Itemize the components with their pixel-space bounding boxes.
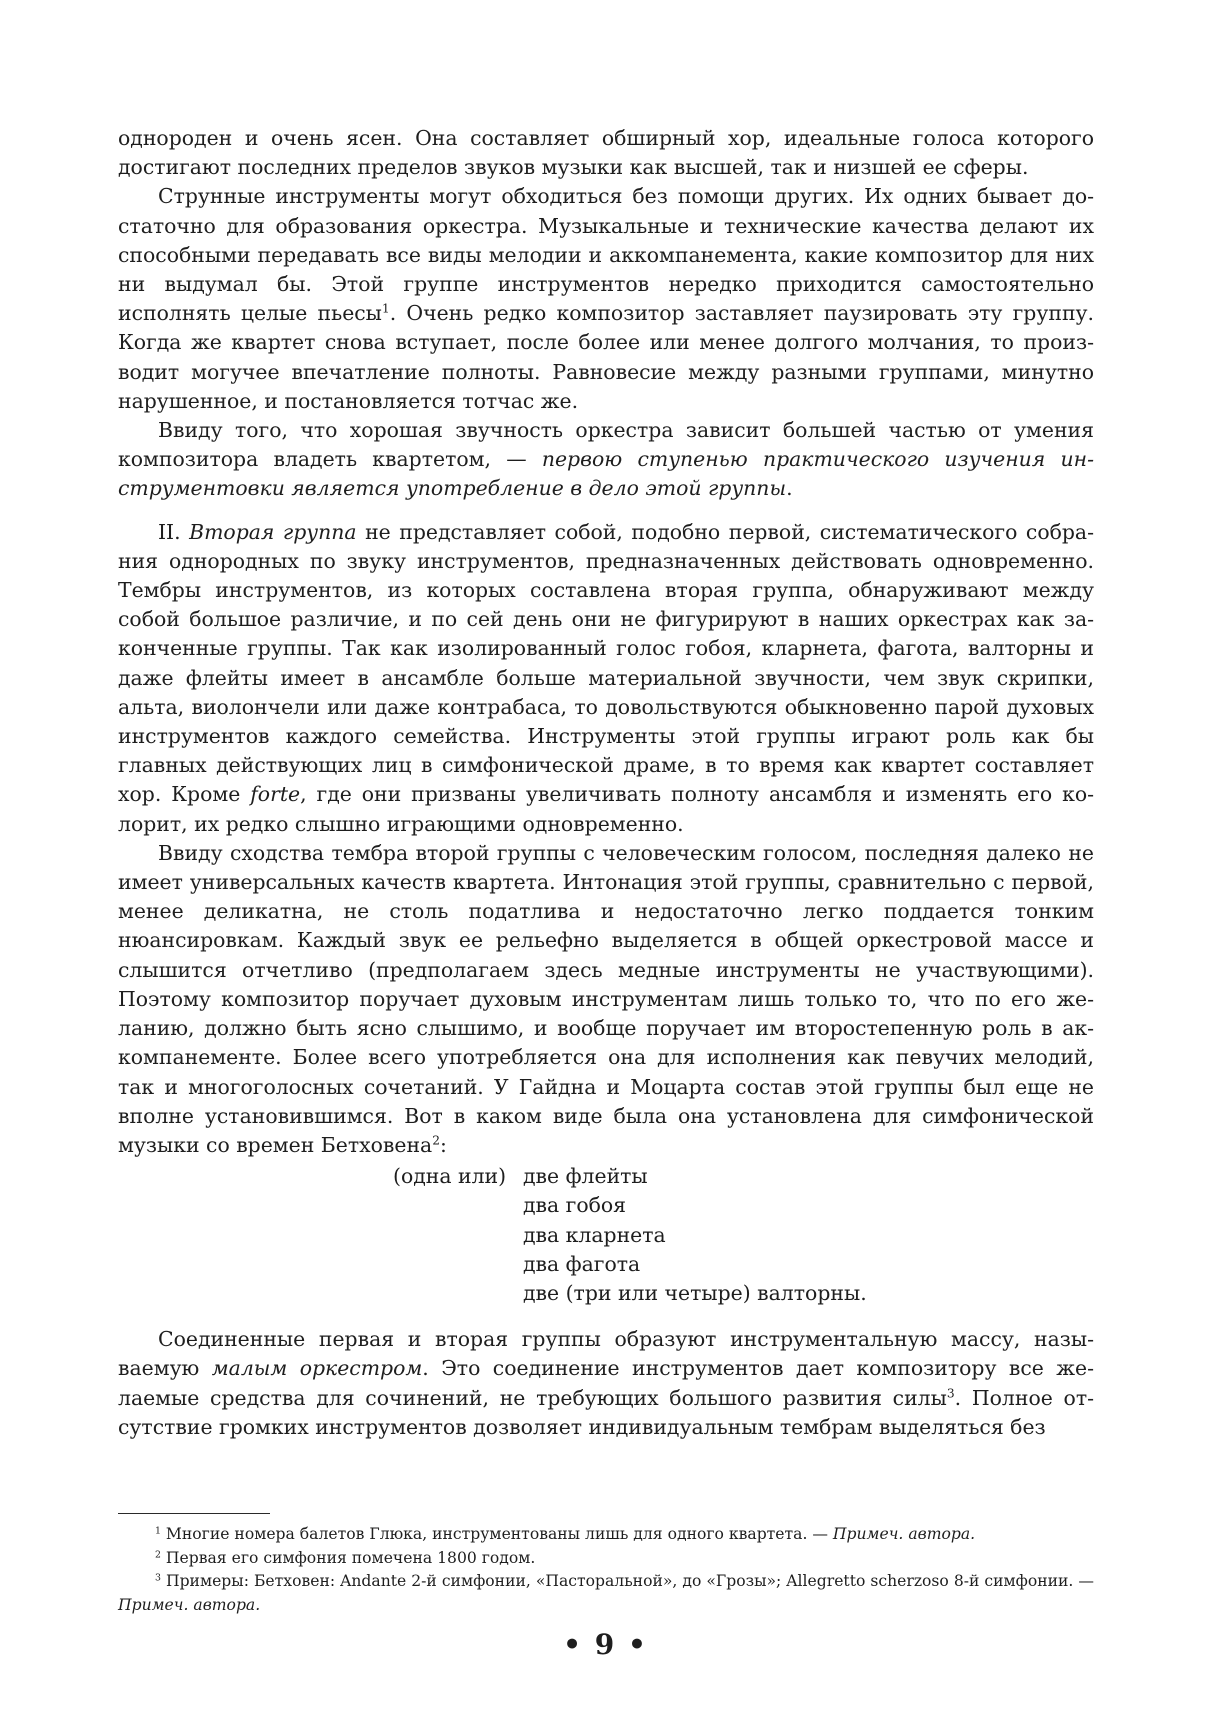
instrument-name: два гобоя — [523, 1193, 627, 1218]
instrument-list — [118, 1162, 1094, 1308]
footnote-divider — [118, 1513, 270, 1514]
instrument-list-item — [118, 1221, 1094, 1250]
italic-run: Примеч. автора. — [118, 1595, 261, 1614]
footnote-3: $^3$ Примеры: Бетховен: Andante 2-й симфонии, «Пасторальной», до «Грозы»; Allegretto scherzoso 8-й симфонии. — Примеч. автора. — [118, 1572, 1094, 1614]
page-number — [0, 1628, 1211, 1661]
instrument-name: два фагота — [523, 1251, 641, 1276]
italic-run: Вторая группа — [189, 519, 357, 544]
instrument-list-item — [118, 1191, 1094, 1220]
page-number-ornament-right: • — [627, 1628, 648, 1661]
italic-run: первою ступенью практического изучения инструментовки является употребление в дело этой группы — [118, 447, 1094, 501]
footnote-mark: 2 — [432, 1133, 440, 1148]
page-number-value: 9 — [594, 1628, 617, 1661]
instrument-list-item — [118, 1279, 1094, 1308]
paragraph-second-group-timbre: Ввиду сходства тембра второй группы с человеческим голосом, последняя далеко не имеет универсальных качеств квартета. Интонация этой группы, сравнительно с первой, менее деликатна, не столь податлива и недостаточно легко поддается тонким нюансировкам. Каждый звук ее рельефно выделяется в общей оркестровой массе и слышится отчетливо (предполагаем здесь медные инструменты не участвующими). Поэтому композитор поручает духовым инструментам лишь только то, что по его желанию, должно быть ясно слышимо, и вообще поручает им второстепенную роль в аккомпанементе. Более всего употребляется она для исполнения как певучих мелодий, так и многоголосных сочетаний. У Гайдна и Моцарта состав этой группы был еще не вполне установившимся. Вот в каком виде была она установлена для симфонической музыки со времен Бетховена$^2$: — [118, 840, 1094, 1157]
instrument-list-item — [118, 1250, 1094, 1279]
italic-run: Примеч. автора. — [832, 1525, 976, 1543]
footnotes — [118, 1523, 1094, 1617]
footnote-1: $^1$ Многие номера балетов Глюка, инструментованы лишь для одного квартета. — Примеч. автора. — [155, 1525, 976, 1543]
footnote-mark: 2 — [155, 1548, 161, 1560]
paragraph-second-group: II. Вторая группа не представляет собой, подобно первой, систематического собрания однородных по звуку инструментов, предназначенных действовать одновременно. Тембры инструментов, из которых составлена вторая группа, обнаруживают между собой большое различие, и по сей день они не фигурируют в наших оркестрах как законченные группы. Так как изолированный голос гобоя, кларнета, фагота, валторны и даже флейты имеет в ансамбле больше материальной звучности, чем звук скрипки, альта, виолончели или даже контрабаса, то довольствуются обыкновенно парой духовых инструментов каждого семейства. Инструменты этой группы играют роль как бы главных действующих лиц в симфонической драме, в то время как квартет составляет хор. Кроме forte, где они призваны увеличивать полноту ансамбля и изменять его колорит, их редко слышно играющими одновременно. — [118, 519, 1095, 836]
page-number-ornament-left: • — [563, 1628, 583, 1661]
footnote-mark: 1 — [155, 1525, 161, 1537]
italic-run: forte — [250, 782, 301, 807]
footnote-mark: 3 — [155, 1572, 161, 1584]
instrument-name: две (три или четыре) валторны. — [523, 1280, 867, 1305]
paragraph-strings-independence: Струнные инструменты могут обходиться без помощи других. Их одних бывает достаточно для образования оркестра. Музыкальные и технические качества делают их способными передавать все виды мелодии и аккомпанемента, какие композитор для них ни выдумал бы. Этой группе инструментов нередко приходится самостоятельно исполнять целые пьесы$^1$. Очень редко композитор заставляет паузировать эту группу. Когда же квартет снова вступает, после более или менее долгого молчания, то производит могучее впечатление полноты. Равновесие между разными группами, минутно нарушенное, и постановляется тотчас же. — [118, 184, 1095, 413]
instrument-list-lead: (одна или) — [393, 1164, 507, 1189]
instrument-name: два кларнета — [523, 1222, 666, 1247]
footnote-2: $^2$ Первая его симфония помечена 1800 годом. — [155, 1548, 536, 1567]
instrument-name: две флейты — [523, 1164, 648, 1189]
paragraph-continuation: однороден и очень ясен. Она составляет обширный хор, идеальные голоса которого достигают последних пределов звуков музыки как высшей, так и низшей ее сферы. — [118, 126, 1094, 180]
footnote-mark: 1 — [381, 301, 390, 316]
italic-run: малым оркестром — [211, 1356, 423, 1381]
footnote-mark: 3 — [946, 1386, 955, 1401]
text-column — [118, 124, 1094, 1442]
instrument-list-item — [118, 1162, 1094, 1191]
paragraph-small-orchestra: Соединенные первая и вторая группы образуют инструментальную массу, называемую малым оркестром. Это соединение инструментов дает композитору все желаемые средства для сочинений, не требующих большого развития силы$^3$. Полное отсутствие громких инструментов дозволяет индивидуальным тембрам выделяться без — [118, 1327, 1095, 1439]
paragraph-quartet-mastery: Ввиду того, что хорошая звучность оркестра зависит большей частью от умения композитора владеть квартетом, — первою ступенью практического изучения инструментовки является употребление в дело этой группы. — [118, 418, 1094, 501]
